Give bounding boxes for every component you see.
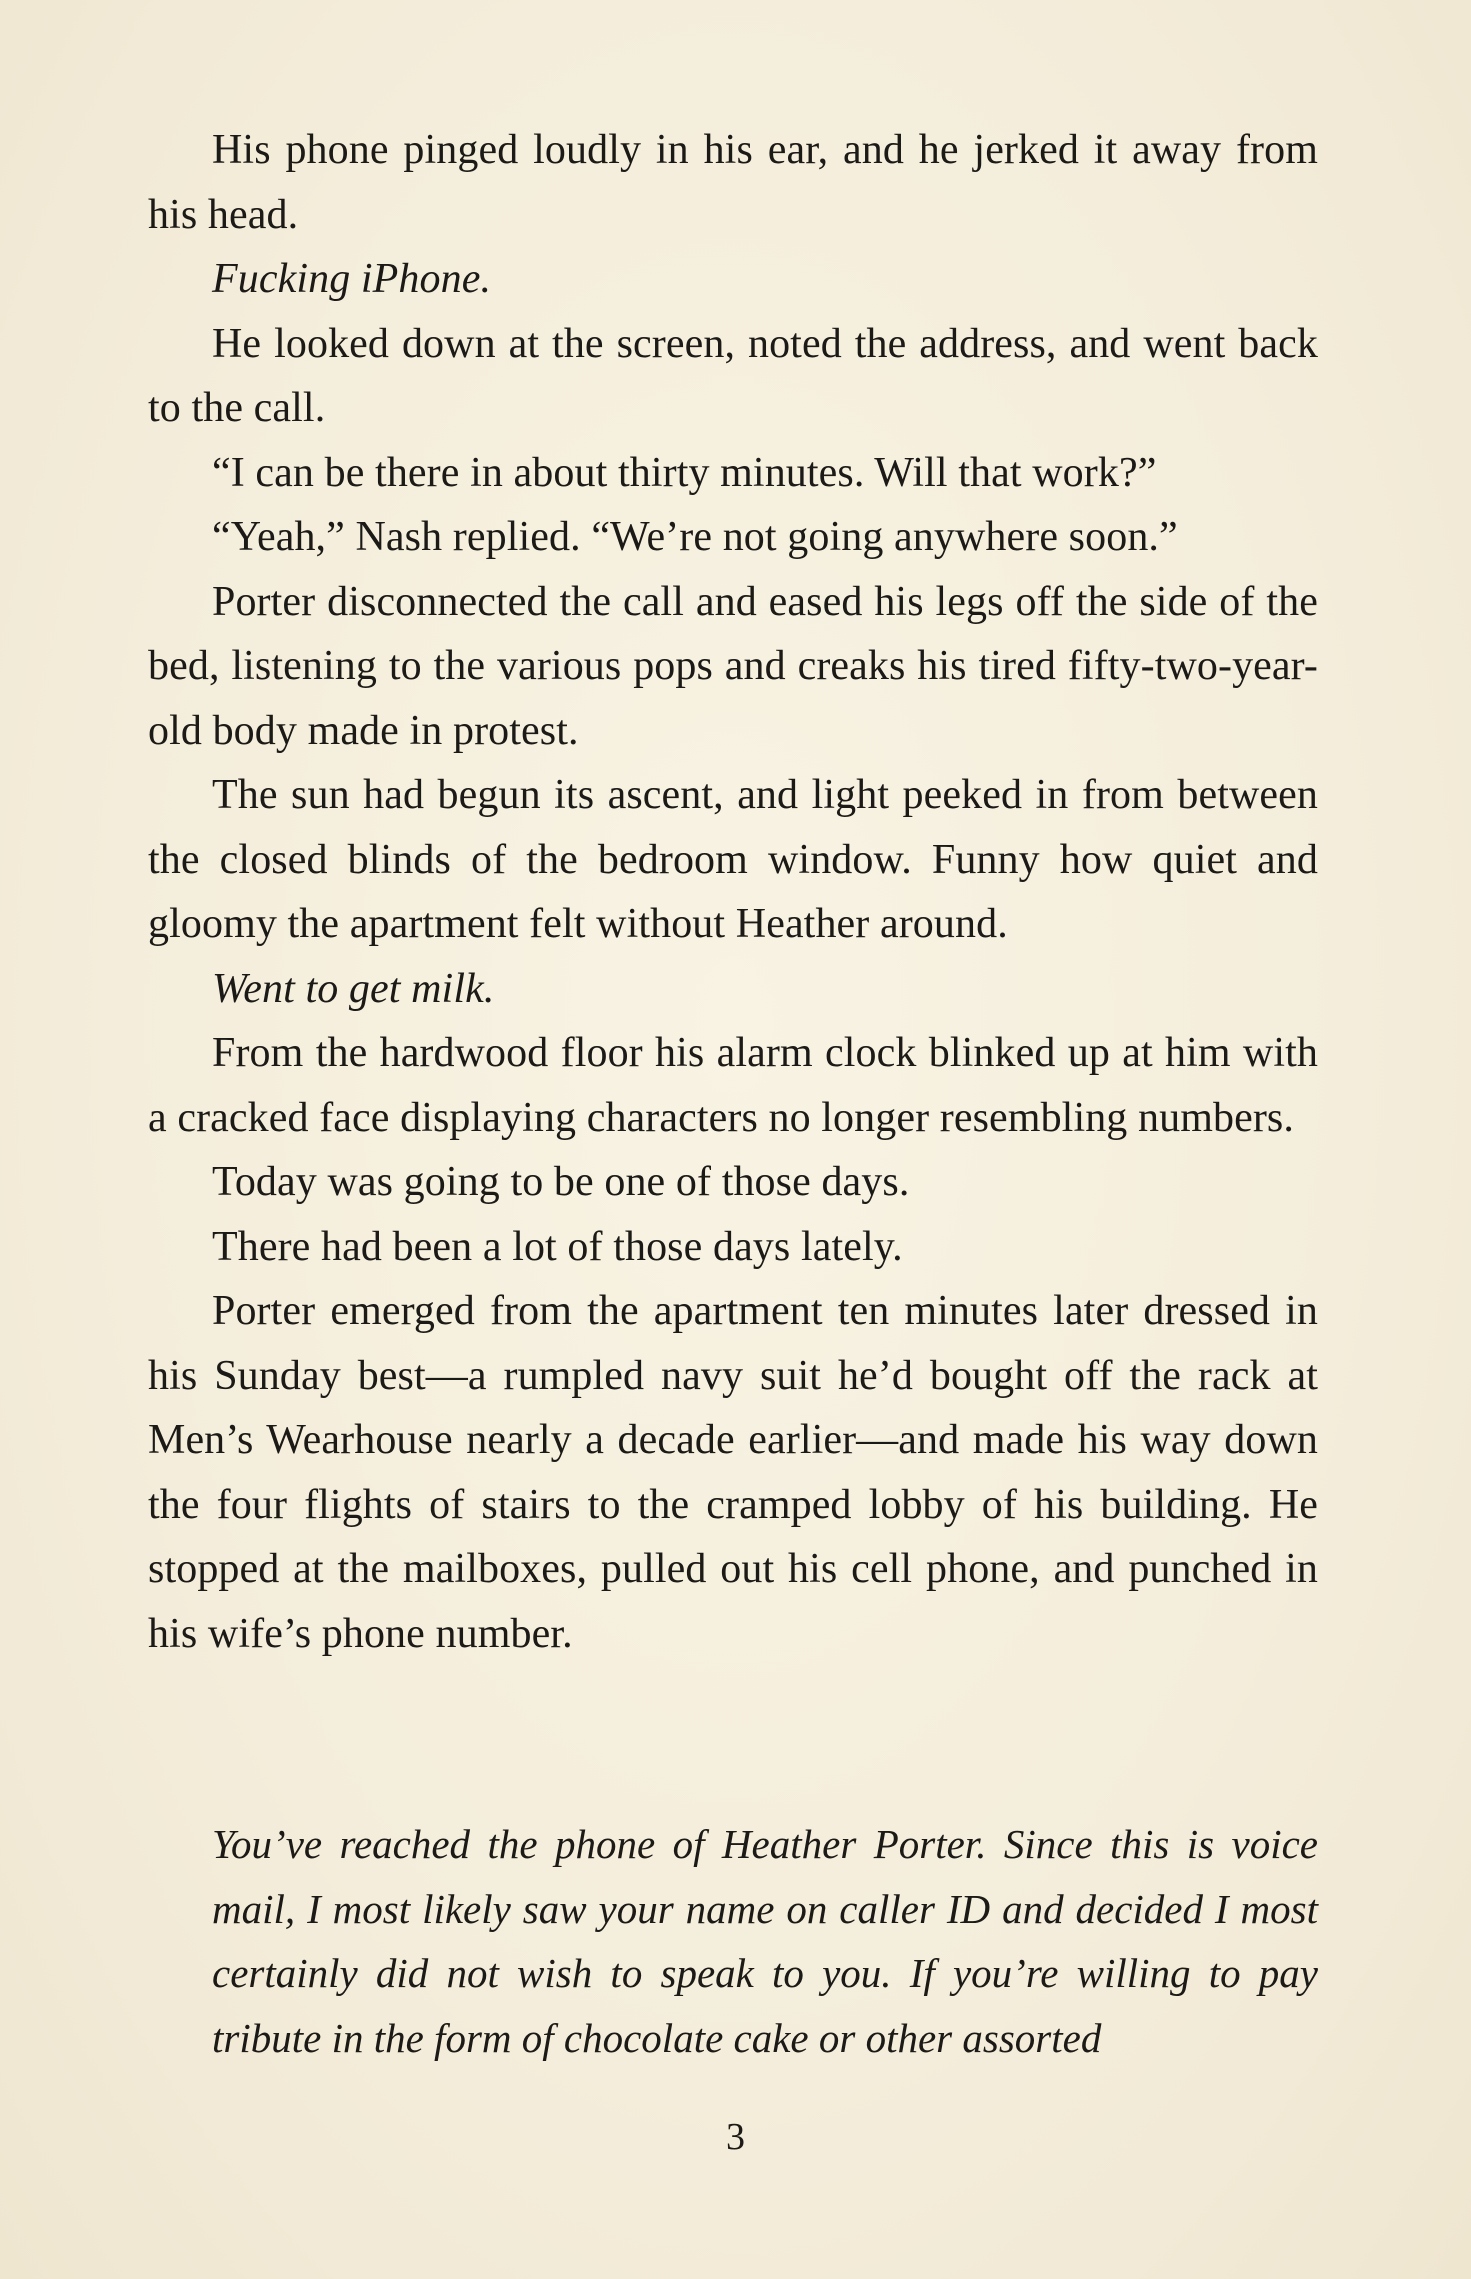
paragraph-12: Porter emerged from the apartment ten minutes later dressed in his Sunday best—a rumpled navy suit he’d bought off the rack at Men’s Wearhouse nearly a decade earlier—and made his way down the four flights of stairs to the cramped lobby of his building. He stopped at the mailboxes, pulled out his cell phone, and punched in his wife’s phone number. xyxy=(148,1288,1318,1657)
paragraph-4-dialogue: “I can be there in about thirty minutes. Will that work?” xyxy=(212,449,1157,496)
paragraph-8-note: Went to get milk. xyxy=(212,965,495,1012)
paragraph-9: From the hardwood floor his alarm clock blinked up at him with a cracked face displaying characters no longer resembling numbers. xyxy=(148,1030,1318,1141)
paragraph-11: There had been a lot of those days lately. xyxy=(212,1223,903,1270)
body-text xyxy=(148,118,1318,1666)
page-number: 3 xyxy=(726,2116,745,2158)
paragraph-2-thought: Fucking iPhone. xyxy=(212,256,492,302)
paragraph-5-dialogue: “Yeah,” Nash replied. “We’re not going anywhere soon.” xyxy=(212,514,1178,560)
voicemail-text: You’ve reached the phone of Heather Porter. Since this is voice mail, I most likely saw your name on caller ID and decided I most certainly did not wish to speak to you. If you’re willing to pay tribute in the form of chocolate cake or other assorted xyxy=(212,1821,1318,2061)
paragraph-6: Porter disconnected the call and eased his legs off the side of the bed, listening to the various pops and creaks his tired fifty-two-year-old body made in protest. xyxy=(148,578,1318,754)
paragraph-1: His phone pinged loudly in his ear, and he jerked it away from his head. xyxy=(148,127,1318,238)
paragraph-7: The sun had begun its ascent, and light peeked in from between the closed blinds of the bedroom window. Funny how quiet and gloomy the apartment felt without Heather around. xyxy=(148,772,1318,947)
paragraph-3: He looked down at the screen, noted the address, and went back to the call. xyxy=(148,320,1318,431)
voicemail-message xyxy=(148,1812,1318,2070)
paragraph-10: Today was going to be one of those days. xyxy=(212,1159,910,1205)
